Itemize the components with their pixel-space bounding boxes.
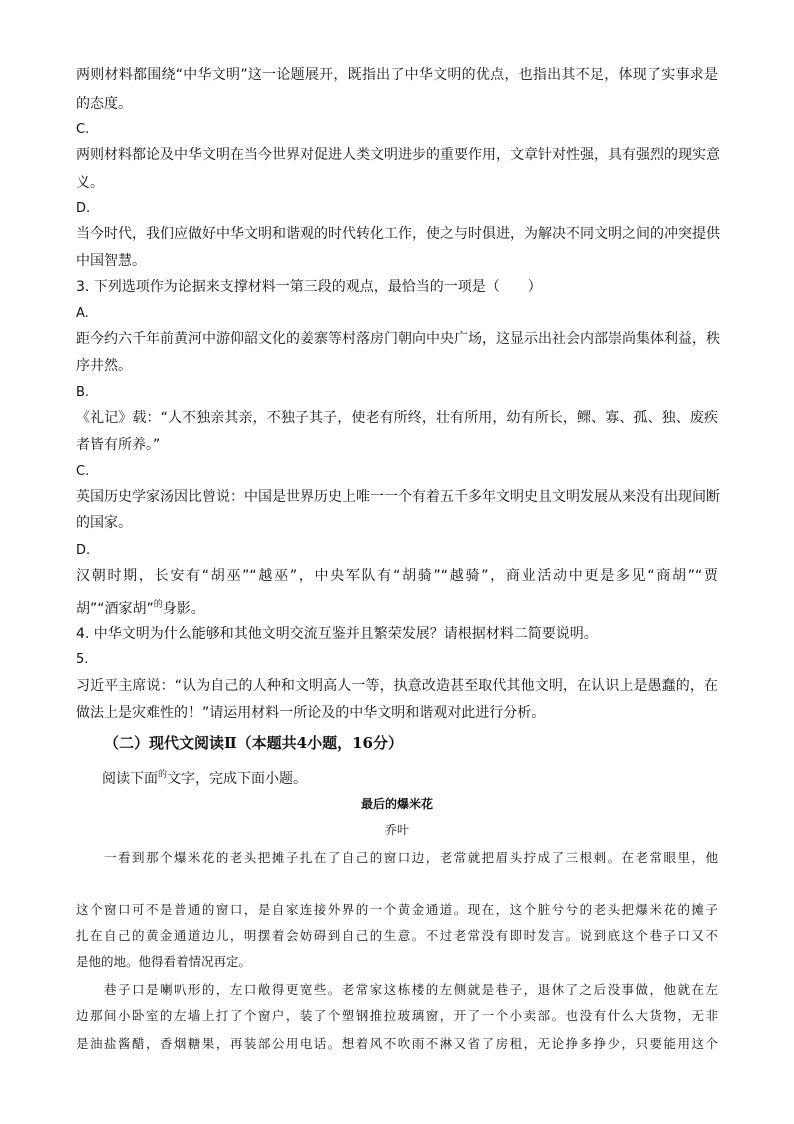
text-line: 两则材料都围绕“中华文明”这一论题展开，既指出了中华文明的优点，也指出其不足，体现了实事求是 [76,67,718,83]
text-line: 习近平主席说：“认为自己的人种和文明高人一等，执意改造甚至取代其他文明，在认识上是愚蠢的，在 [76,678,718,694]
question-5-label: 5. [76,652,89,667]
option-label: A. [76,306,89,321]
story-author: 乔叶 [384,823,409,837]
text-line: 汉朝时期，长安有“胡巫”“越巫”，中央军队有“胡骑”“越骑”，商业活动中更是多见“商胡”“贾 [76,568,718,584]
story-line: 是油盐酱醋，香烟糖果，再装部公用电话。想着风不吹雨不淋又省了房租，无论挣多挣少，只要能用这个 [76,1036,718,1051]
story-line: 一看到那个爆米花的老头把摊子扎在了自己的窗口边，老常就把眉头拧成了三根刺。在老常眼里，他 [104,850,718,865]
text-line: 序井然。 [76,358,132,374]
question-3: 3. 下列选项作为论据来支撑材料一第三段的观点，最恰当的一项是（ ） [76,279,542,295]
option-label: D. [76,543,91,558]
story-line: 是他的地。他得看着情况再定。 [76,954,252,969]
text-line: 距今约六千年前黄河中游仰韶文化的姜寨等村落房门朝向中央广场，这显示出社会内部崇尚集体利益，秩 [76,331,720,347]
text-fragment: 胡”“酒家胡” [76,601,154,617]
story-line: 边那间小卧室的左墙上打了个窗户，装了个塑钢推拉玻璃窗，开了一个小卖部。也没有什么大货物，无非 [76,1008,718,1023]
text-line: 者皆有所养。” [76,437,161,453]
text-line: 两则材料都论及中华文明在当今世界对促进人类文明进步的重要作用，文章针对性强，具有强烈的现实意 [76,147,720,163]
story-line: 这个窗口可不是普通的窗口，是自家连接外界的一个黄金通道。现在，这个脏兮兮的老头把爆米花的摊子 [76,902,718,917]
text-line: 的国家。 [76,515,132,531]
text-line: 《礼记》载：“人不独亲其亲，不独子其子，使老有所终，壮有所用，幼有所长，鳏、寡、孤、独、废疾 [76,410,718,426]
section-heading: （二）现代文阅读Ⅱ（本题共4小题，16分） [104,734,403,752]
option-label: C. [76,122,90,137]
story-line: 扎在自己的黄金通道边儿，明摆着会妨碍到自己的生意。不过老常没有即时发言。说到底这个巷子口又不 [76,928,718,943]
option-label: C. [76,464,90,479]
option-label: D. [76,201,91,216]
question-4: 4. 中华文明为什么能够和其他文明交流互鉴并且繁荣发展？请根据材料二简要说明。 [76,626,598,642]
text-line: 的态度。 [76,96,132,112]
story-line: 巷子口是喇叭形的，左口敞得更宽些。老常家这栋楼的左侧就是巷子，退休了之后没事做，他就在左 [104,982,718,997]
text-line: 做法上是灾难性的！”请运用材料一所论及的中华文明和谐观对此进行分析。 [76,705,546,721]
text-fragment: 身影。 [162,601,205,617]
text-line: 英国历史学家汤因比曾说：中国是世界历史上唯一一个有着五千多年文明史且文明发展从来没有出现间断 [76,489,720,505]
text-line: 当今时代，我们应做好中华文明和谐观的时代转化工作，使之与时俱进，为解决不同文明之间的冲突提供 [76,226,720,242]
reading-instruction [102,766,307,788]
superscript-char: 的 [153,600,163,610]
text-fragment: 文字，完成下面小题。 [167,771,308,787]
text-fragment: 阅读下面 [102,771,158,787]
story-title: 最后的爆米花 [360,797,433,811]
superscript-char: 的 [158,770,168,780]
option-label: B. [76,385,90,400]
text-line: 中国智慧。 [76,253,146,269]
text-line [76,596,205,618]
text-line: 义。 [76,175,104,191]
